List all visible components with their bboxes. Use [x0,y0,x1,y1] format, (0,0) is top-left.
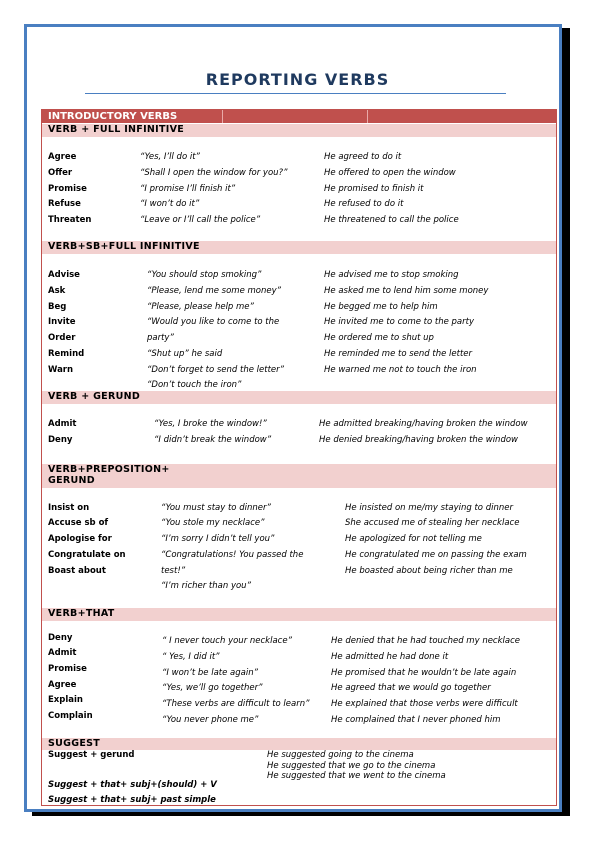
verb-label: Admit [48,419,77,429]
direct-speech: “Don’t touch the iron” [147,380,242,390]
direct-speech: “ Yes, I did it” [162,652,220,662]
verb-label: Ask [48,286,66,296]
suggest-rule: Suggest + that+ subj+ past simple [48,795,216,805]
reported-speech: He congratulated me on passing the exam [345,550,527,560]
suggest-rule: Suggest + that+ subj+(should) + V [48,780,217,790]
verb-label: Warn [48,365,74,375]
suggest-example: He suggested that we go to the cinema [267,760,436,771]
verb-label: Congratulate on [48,550,126,560]
verb-label: Agree [48,152,77,162]
direct-speech: “I didn’t break the window” [154,435,272,445]
direct-speech: “I’m sorry I didn’t tell you” [161,534,275,544]
direct-speech: “I promise I’ll finish it” [140,184,236,194]
verb-label: Complain [48,711,93,721]
verb-label: Invite [48,317,76,327]
direct-speech: “These verbs are difficult to learn” [162,699,310,709]
direct-speech: “Congratulations! You passed the [161,550,304,560]
verb-label: Threaten [48,215,92,225]
reported-speech: He boasted about being richer than me [345,566,513,576]
reported-speech: He denied breaking/having broken the window [319,435,518,445]
verb-label: Deny [48,435,73,445]
reported-speech: He apologized for not telling me [345,534,482,544]
verb-label: Advise [48,270,80,280]
direct-speech: “Please, please help me” [147,302,254,312]
verb-label: Offer [48,168,73,178]
verb-label: Accuse sb of [48,518,109,528]
direct-speech: “You stole my necklace” [161,518,265,528]
direct-speech: “Yes, I’ll do it” [140,152,200,162]
reported-speech: She accused me of stealing her necklace [345,518,520,528]
direct-speech: “Would you like to come to the [147,317,280,327]
direct-speech: “Leave or I’ll call the police” [140,215,261,225]
reported-speech: He refused to do it [324,199,404,209]
verb-label: Explain [48,695,83,705]
reported-speech: He complained that I never phoned him [331,715,501,725]
reported-speech: He admitted breaking/having broken the window [319,419,528,429]
reported-speech: He asked me to lend him some money [324,286,489,296]
section-header-line: GERUND [48,475,95,486]
direct-speech: “Don’t forget to send the letter” [147,365,285,375]
section-header-verb-sb-full-infinitive: VERB+SB+FULL INFINITIVE [42,241,556,254]
section-header-line: VERB+PREPOSITION+ [48,464,170,475]
reported-speech: He advised me to stop smoking [324,270,459,280]
reported-speech: He ordered me to shut up [324,333,434,343]
suggest-example: He suggested going to the cinema [267,750,414,760]
reported-speech: He denied that he had touched my necklace [331,636,521,646]
direct-speech: “Shut up” he said [147,349,223,359]
suggest-gerund-label: Suggest + gerund [48,750,135,760]
header-divider [222,110,223,123]
verb-label: Deny [48,633,73,643]
section-header-verb-preposition-gerund [42,464,556,488]
header-divider [367,110,368,123]
section-header-verb-that: VERB+THAT [42,608,556,621]
direct-speech: “I won’t be late again” [162,668,259,678]
verb-label: Promise [48,664,87,674]
direct-speech: “I’m richer than you” [161,581,251,591]
direct-speech: “You never phone me” [162,715,259,725]
reported-speech: He promised that he wouldn’t be late again [331,668,517,678]
direct-speech: “Yes, we’ll go together” [162,683,263,693]
direct-speech: “You must stay to dinner” [161,503,271,513]
introductory-verbs-header: INTRODUCTORY VERBS [42,110,556,123]
verb-label: Agree [48,680,77,690]
section-header-verb-full-infinitive: VERB + FULL INFINITIVE [42,124,556,137]
verb-label: Refuse [48,199,81,209]
suggest-example: He suggested that we went to the cinema [267,771,446,781]
reported-speech: He warned me not to touch the iron [324,365,477,375]
section-header-verb-gerund: VERB + GERUND [42,391,556,404]
verb-label: Apologise for [48,534,112,544]
verb-label: Boast about [48,566,106,576]
reported-speech: He invited me to come to the party [324,317,475,327]
reported-speech: He insisted on me/my staying to dinner [345,503,513,513]
direct-speech: “Please, lend me some money” [147,286,282,296]
verb-label: Admit [48,648,77,658]
reported-speech: He offered to open the window [324,168,456,178]
verb-label: Remind [48,349,85,359]
page-title: REPORTING VERBS [205,70,390,89]
reported-speech: He admitted he had done it [331,652,449,662]
direct-speech: “You should stop smoking” [147,270,262,280]
direct-speech: test!” [161,566,186,576]
verb-label: Insist on [48,503,90,513]
reported-speech: He begged me to help him [324,302,438,312]
direct-speech: “Yes, I broke the window!” [154,419,267,429]
direct-speech: “Shall I open the window for you?” [140,168,288,178]
reported-speech: He agreed that we would go together [331,683,491,693]
verb-label: Beg [48,302,67,312]
section-header-suggest: SUGGEST [42,738,556,750]
title-underline [85,93,506,94]
direct-speech: “I won’t do it” [140,199,200,209]
verb-label: Promise [48,184,87,194]
reported-speech: He explained that those verbs were difficult [331,699,518,709]
verb-label: Order [48,333,76,343]
direct-speech: party” [147,333,174,343]
reported-speech: He threatened to call the police [324,215,459,225]
direct-speech: “ I never touch your necklace” [162,636,292,646]
reported-speech: He agreed to do it [324,152,402,162]
reported-speech: He promised to finish it [324,184,424,194]
reported-speech: He reminded me to send the letter [324,349,473,359]
